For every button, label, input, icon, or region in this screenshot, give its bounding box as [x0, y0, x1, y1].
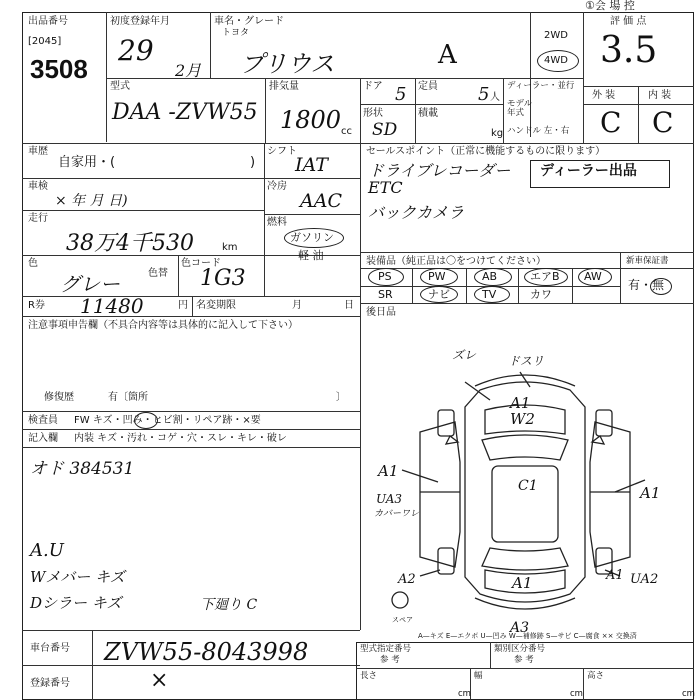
repair-history-label: 修復歴 — [44, 392, 74, 403]
equip-circle-tv — [474, 286, 510, 303]
registration-label: 登録番号 — [30, 678, 70, 689]
drive-4wd: 4WD — [544, 55, 568, 66]
sales-point-2: ETC — [368, 178, 403, 197]
door-label: ドア — [363, 81, 383, 92]
score-label: 評 価 点 — [610, 16, 647, 27]
length-unit: cm — [458, 689, 471, 699]
type-designation-label: 型式指定番号 — [360, 644, 412, 654]
inspector-row: FW キズ・凹み・ヒビ割・リペア跡・×要 — [74, 415, 261, 426]
displacement-label: 排気量 — [269, 81, 299, 92]
color-label: 色 — [28, 258, 38, 269]
shift-label: シフト — [267, 146, 297, 157]
equip-circle-ps — [368, 268, 404, 286]
width-label: 幅 — [474, 671, 483, 681]
inspector-label: 検査員 — [28, 415, 58, 426]
kg-unit: kg — [491, 128, 504, 139]
yen-unit: 円 — [178, 300, 188, 311]
history-close: ) — [250, 155, 256, 170]
mark-roof-a1: A1 — [378, 462, 399, 480]
mark-c1: C1 — [518, 478, 538, 494]
class-number-ref: 参 考 — [514, 655, 534, 665]
mileage-label: 走行 — [28, 213, 48, 224]
ac-value: AAC — [300, 190, 342, 212]
score: 3.5 — [600, 30, 658, 71]
lot-code: [2045] — [28, 36, 62, 47]
mark-right-a1: A1 — [640, 484, 661, 502]
equip-circle-ab — [474, 268, 512, 286]
handwritten-member: Wメバー キズ — [30, 568, 125, 586]
equip-ps: PS — [378, 270, 392, 283]
cc-unit: cc — [341, 126, 352, 137]
mark-hood-a1: A1 — [510, 394, 531, 412]
model-type: DAA -ZVW55 — [112, 100, 258, 125]
new-warranty-label: 新車保証書 — [626, 256, 669, 266]
name-change-day: 日 — [344, 300, 354, 311]
handle-label: ハンドル 左・右 — [507, 126, 570, 136]
model-type-label: 型式 — [110, 81, 130, 92]
entry-row: 内装 キズ・汚れ・コゲ・穴・スレ・キレ・破レ — [74, 433, 287, 444]
doors: 5 — [395, 84, 407, 105]
repair-history-close: 〕 — [336, 392, 346, 403]
damage-legend: A—キズ E—エクボ U—凹み W—補修跡 S—サビ C—腐食 ×× 交換済 — [418, 632, 637, 640]
equip-navi: ナビ — [428, 288, 450, 301]
equipment-label: 装備品（純正品は〇をつけてください） — [366, 256, 546, 267]
chassis-label: 車台番号 — [30, 643, 70, 654]
width-unit: cm — [570, 689, 583, 699]
capacity: 5 — [478, 84, 490, 105]
equip-ab: AB — [482, 270, 498, 283]
mark-ua2: UA2 — [630, 572, 659, 587]
equip-sr: SR — [378, 288, 393, 301]
equip-circle-aw — [578, 268, 612, 286]
exterior-label: 外 装 — [592, 90, 616, 101]
color-value: グレー — [60, 272, 120, 296]
equip-pw: PW — [428, 270, 446, 283]
height-unit: cm — [682, 689, 695, 699]
mark-trunk-a1: A1 — [512, 574, 533, 592]
top-right-text: ①会 場 控 — [585, 0, 635, 12]
interior-grade: C — [652, 106, 674, 139]
length-label: 長さ — [360, 671, 378, 681]
sales-point-1: ドライブレコーダー — [368, 161, 511, 180]
chassis-value: ZVW55-8043998 — [104, 638, 309, 666]
underbody-note: 下廻り C — [200, 597, 258, 613]
model-name: プリウス — [240, 50, 335, 78]
load-label: 積載 — [418, 108, 438, 119]
height-label: 高さ — [587, 671, 605, 681]
exterior-grade: C — [600, 106, 622, 139]
equip-tv: TV — [482, 288, 497, 301]
lot-number: 3508 — [30, 54, 88, 84]
capacity-label: 定員 — [418, 81, 438, 92]
mark-ua3: UA3 — [376, 492, 403, 506]
model-year-label: モデル年式 — [507, 99, 533, 118]
notice-label: 注意事項申告欄（不具合内容等は具体的に記入して下さい） — [28, 320, 298, 331]
mark-rear-a1: A1 — [606, 568, 624, 583]
history-value: 自家用・( — [58, 155, 116, 170]
shape-label: 形状 — [363, 108, 383, 119]
fuel-value: ガソリン — [290, 231, 334, 244]
km-unit: km — [222, 242, 238, 253]
lot-number-label: 出品番号 — [28, 16, 68, 27]
persons-unit: 人 — [490, 92, 500, 103]
drive-2wd: 2WD — [544, 30, 568, 41]
inspection-label: 車検 — [28, 181, 48, 192]
mark-a3: A3 — [510, 620, 530, 636]
handwritten-sill: Dシラー キズ — [30, 594, 122, 612]
interior-label: 内 装 — [648, 90, 672, 101]
dealer-badge: ディーラー出品 — [540, 163, 637, 179]
equip-circle-pw — [420, 268, 458, 286]
maker-name: トヨタ — [222, 28, 250, 38]
sales-point-3: バックカメラ — [368, 203, 465, 222]
dent-circle — [134, 412, 158, 429]
warranty-value: 有・無 — [628, 278, 665, 292]
mark-dosuri: ドスリ — [508, 354, 544, 368]
grade: A — [438, 40, 457, 70]
inspection-value: × 年 月 日) — [55, 193, 128, 209]
class-number-label: 類別区分番号 — [494, 644, 546, 654]
mark-zure: ズレ — [452, 348, 477, 362]
equip-air-b: エアB — [530, 270, 560, 283]
registration-value: × — [150, 668, 169, 693]
rear-seat-label: 後日品 — [366, 307, 396, 318]
name-change-label: 名変期限 — [196, 300, 236, 311]
dealer-parallel-label: ディーラー・並行 — [507, 81, 575, 91]
shape: SD — [372, 120, 398, 140]
r-ticket-label: R券 — [28, 300, 45, 311]
fuel-label: 燃料 — [267, 217, 287, 228]
registration-year: 29 — [118, 34, 154, 67]
repair-history-value: 有〔箇所 — [108, 392, 148, 403]
equip-aw: AW — [584, 270, 602, 283]
mark-a2: A2 — [398, 572, 416, 587]
equip-circle-air-b — [524, 268, 568, 286]
mileage-value: 38万4千530 — [66, 231, 194, 256]
mark-cover-crack: カバーワレ — [374, 509, 420, 519]
first-registration-label: 初度登録年月 — [110, 16, 170, 27]
shift-value: IAT — [295, 154, 328, 176]
handwritten-au: A.U — [30, 540, 64, 561]
history-label: 車歴 — [28, 146, 48, 157]
displacement: 1800 — [280, 106, 342, 134]
name-grade-label: 車名・グレード — [214, 16, 284, 27]
name-change-month: 月 — [292, 300, 302, 311]
registration-month: 2月 — [175, 61, 202, 80]
equip-circle-navi — [420, 286, 458, 303]
mark-w2: W2 — [510, 410, 535, 428]
entry-label: 記入欄 — [28, 433, 58, 444]
r-ticket-value: 11480 — [80, 294, 144, 318]
color-code-label: 色コード — [181, 258, 221, 269]
equip-leather: カワ — [530, 288, 552, 301]
sales-point-label: セールスポイント（正常に機能するものに限ります） — [366, 146, 606, 157]
color-swap-label: 色替 — [148, 268, 168, 279]
spare-label: スペア — [392, 616, 413, 624]
type-designation-ref: 参 考 — [380, 655, 400, 665]
warranty-circle — [650, 278, 672, 295]
color-code: 1G3 — [200, 266, 246, 291]
ac-label: 冷房 — [267, 181, 287, 192]
fuel-diesel: 軽 油 — [298, 249, 324, 262]
odometer-note: オド 384531 — [30, 459, 135, 479]
